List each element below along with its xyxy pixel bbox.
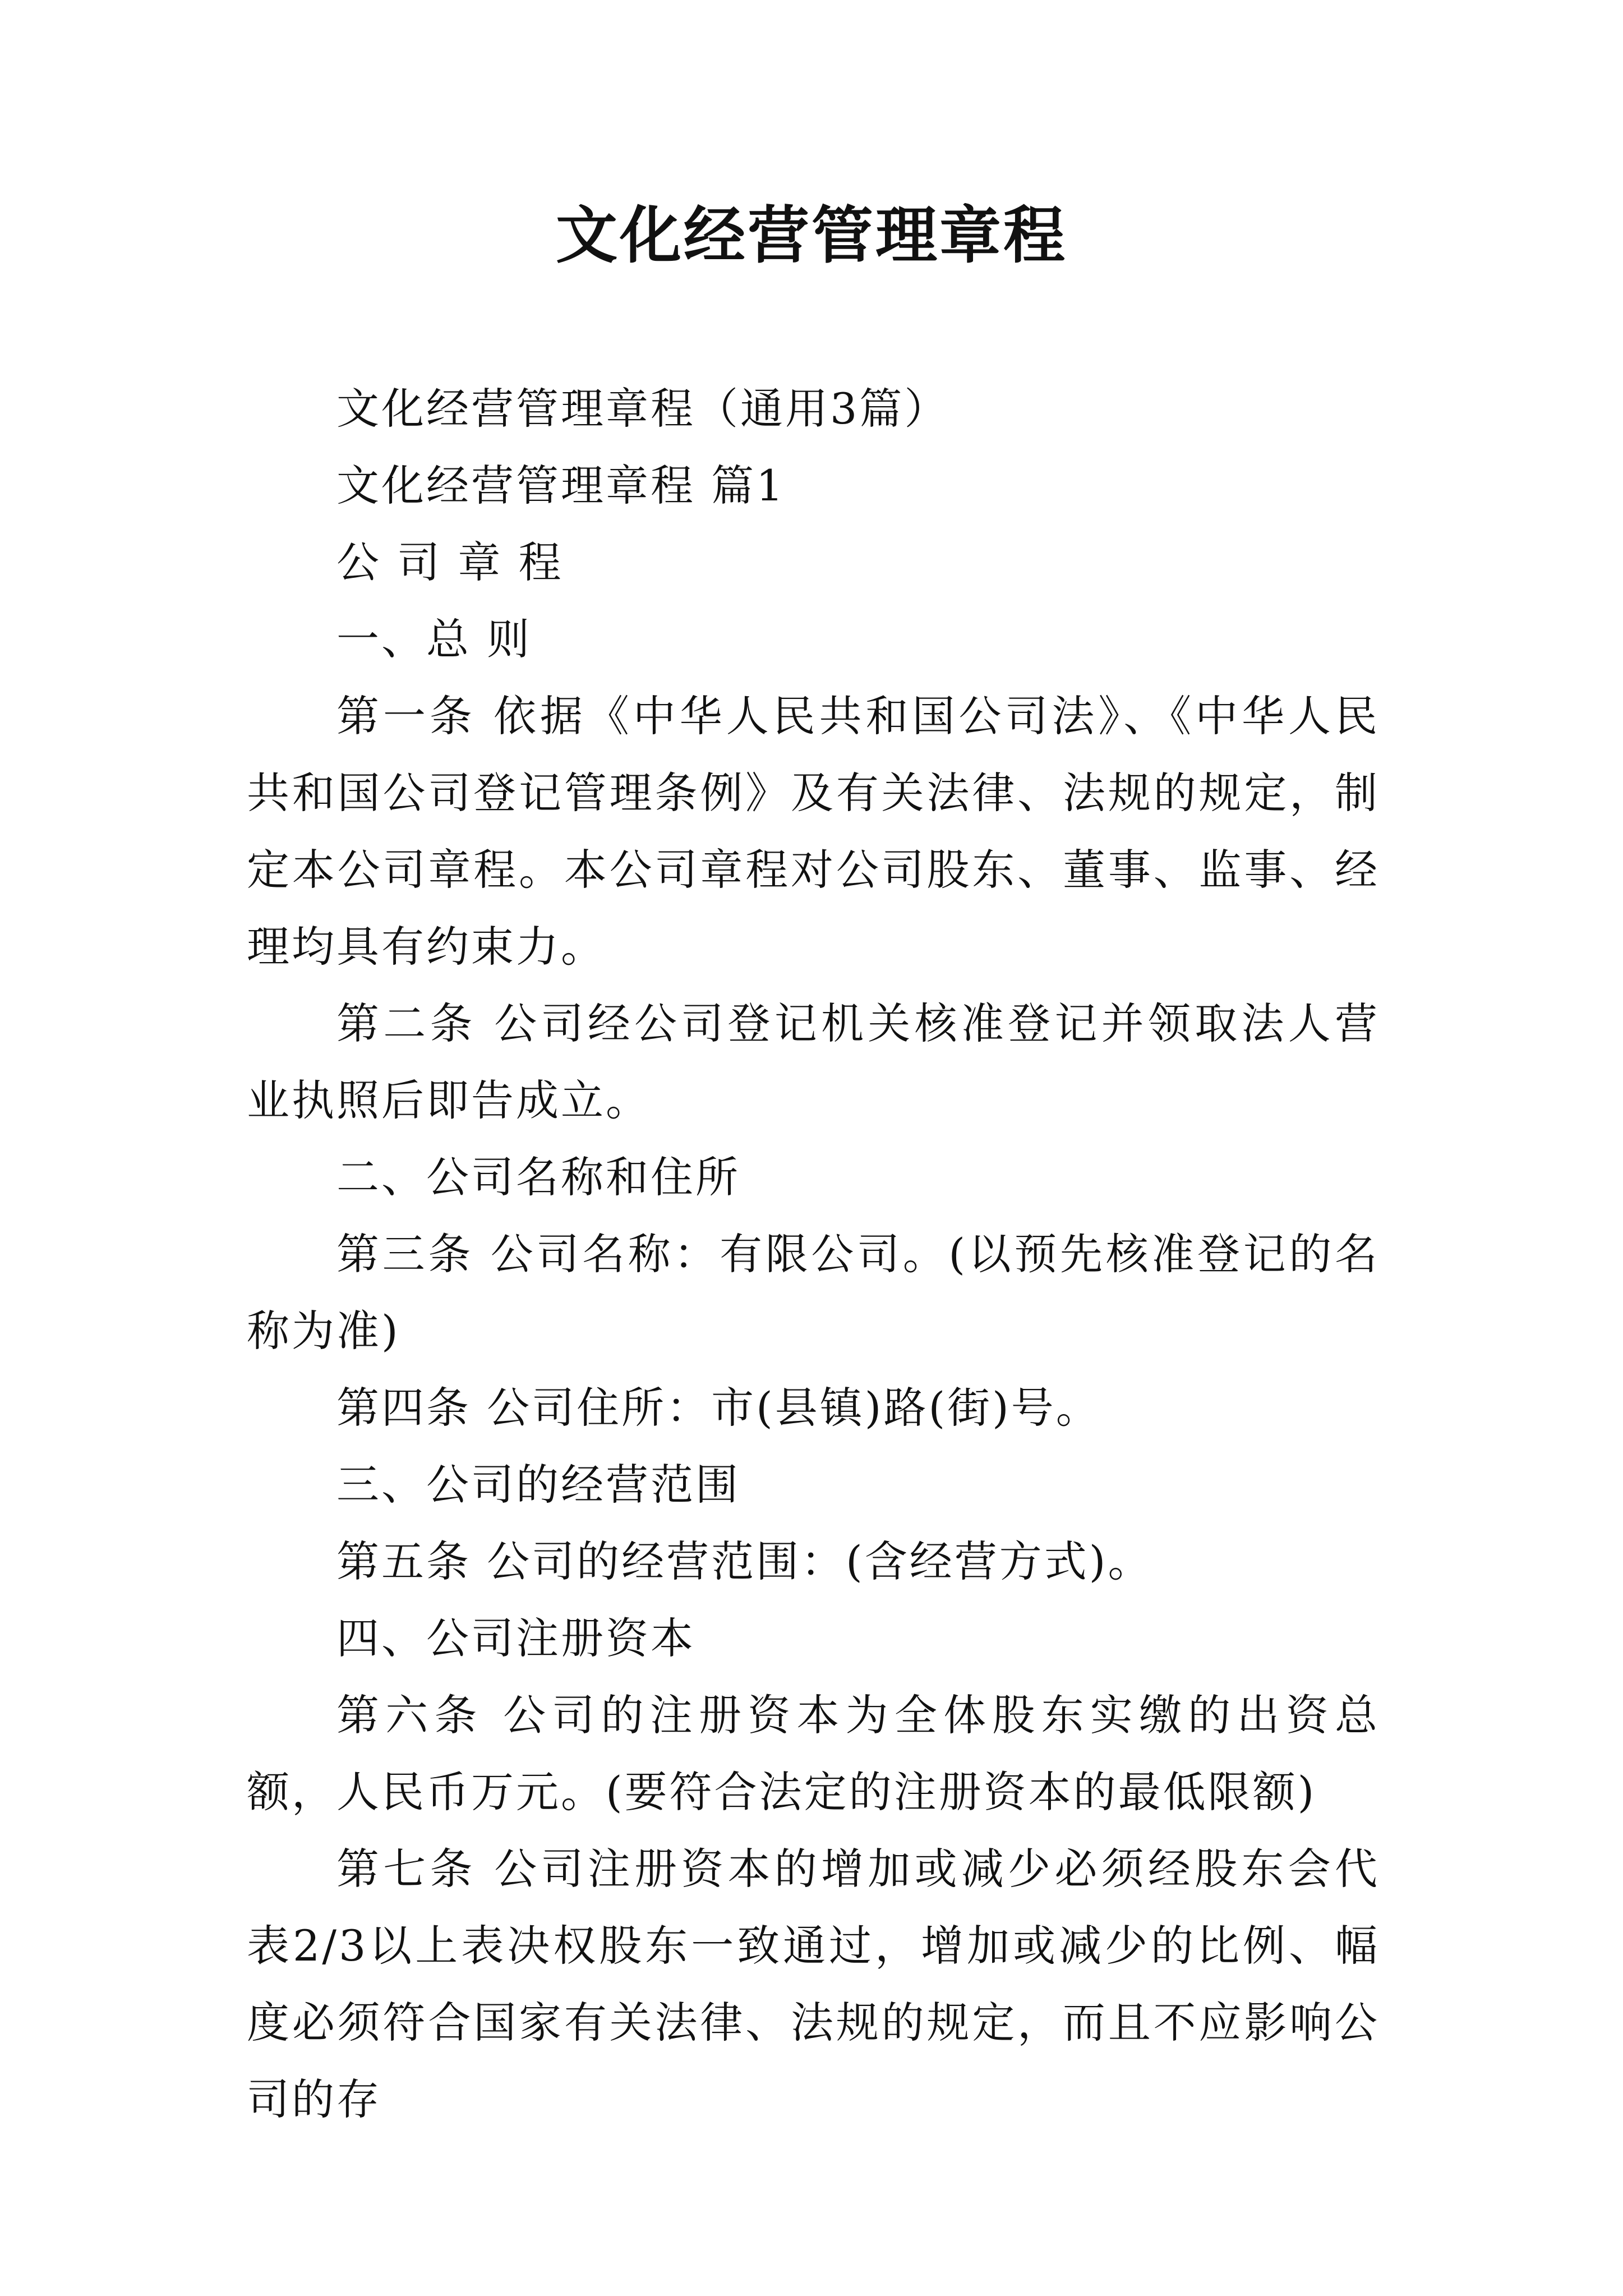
section-heading-business-scope: 三、公司的经营范围 [336,1460,740,1510]
article-5: 第五条 公司的经营范围：(含经营方式)。 [336,1536,1153,1586]
article-6: 第六条 公司的注册资本为全体股东实缴的出资总额，人民币万元。(要符合法定的注册资本的最低限额) [247,1690,1380,1817]
article-1: 第一条 依据《中华人民共和国公司法》、《中华人民共和国公司登记管理条例》及有关法律、法规的规定，制定本公司章程。本公司章程对公司股东、董事、监事、经理均具有约束力。 [247,691,1380,972]
article-2: 第二条 公司经公司登记机关核准登记并领取法人营业执照后即告成立。 [247,999,1380,1125]
section-heading-registered-capital: 四、公司注册资本 [336,1613,695,1663]
paragraph-collection-title: 文化经营管理章程（通用3篇） [336,384,949,434]
document-title: 文化经营管理章程 [556,200,1067,272]
section-heading-general: 一、总 则 [336,614,532,664]
paragraph-charter-heading: 公 司 章 程 [336,537,564,587]
article-7: 第七条 公司注册资本的增加或减少必须经股东会代表2/3以上表决权股东一致通过，增加或减少的比例、幅度必须符合国家有关法律、法规的规定，而且不应影响公司的存 [247,1844,1380,2124]
article-3: 第三条 公司名称：有限公司。(以预先核准登记的名称为准) [247,1229,1380,1356]
article-4: 第四条 公司住所：市(县镇)路(街)号。 [336,1383,1101,1433]
section-heading-name-address: 二、公司名称和住所 [336,1152,740,1202]
document-body [247,370,1380,2138]
paragraph-part-heading: 文化经营管理章程 篇1 [336,461,786,510]
